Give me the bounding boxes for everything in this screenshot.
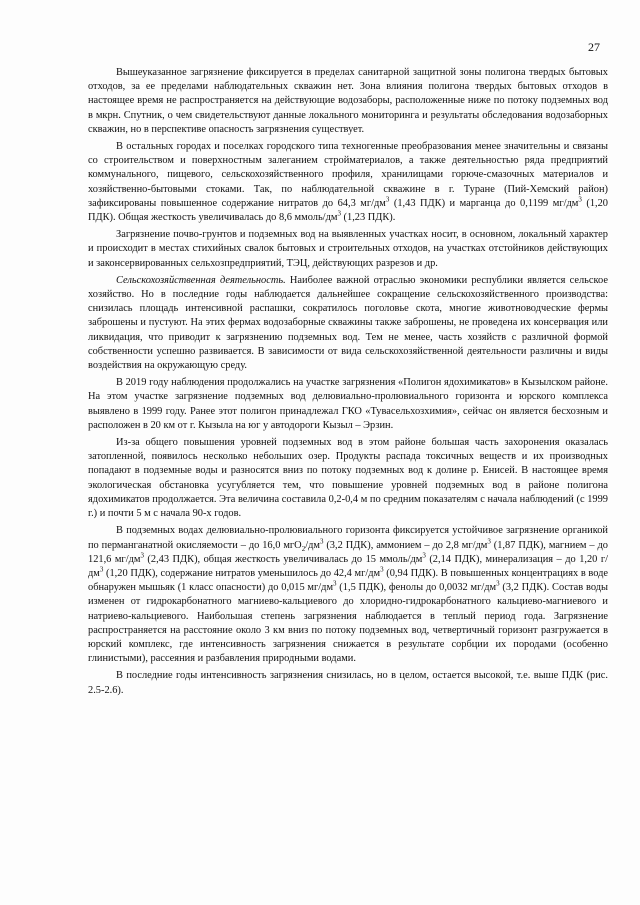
paragraph-heading-italic: Сельскохозяйственная деятельность. bbox=[116, 274, 286, 286]
superscript: 3 bbox=[380, 565, 384, 574]
text-run: (2,14 ПДК), минерализация – до 1,20 г/дм bbox=[88, 553, 608, 579]
text-run: (1,20 ПДК). Общая жесткость увеличивалась до 8,6 ммоль/дм bbox=[88, 197, 608, 224]
body-text bbox=[88, 66, 608, 701]
text-run: Из-за общего повышения уровней подземных вод в этом районе большая часть захоронения оказалась затопленной, появилось несколько небольших озер. Продукты распада токсичных веществ и их производных попадают в подземные воды и разносятся вниз по потоку подземных вод к долине р. Енисей. В настоящее время экологическая обстановка усугубляется тем, что повышение уровней подземных вод в районе полигона ядохимикатов продолжается. Эта величина составила 0,2-0,4 м по средним показателям с начала наблюдений (с 1999 г.) и почти 5 м с начала 90-х годов. bbox=[88, 437, 608, 520]
text-run: В 2019 году наблюдения продолжались на участке загрязнения «Полигон ядохимикатов» в Кызылском районе. На этом участке загрязнение подземных вод делювиально-пролювиального горизонта и юрского комплекса выявлено в 1999 году. Ранее этот полигон принадлежал ГКО «Тувасельхозхимия», сейчас он является бесхозным и расположен в 20 км от г. Кызыла на юг у автодороги Кызыл – Эрзин. bbox=[88, 377, 608, 431]
superscript: 3 bbox=[99, 565, 104, 574]
paragraph-8 bbox=[88, 669, 608, 697]
paragraph-1 bbox=[88, 66, 608, 137]
page-number: 27 bbox=[588, 40, 600, 54]
text-run: (0,94 ПДК). В повышенных концентрациях в воде обнаружен мышьяк (1 класс опасности) до 0,015 мг/дм bbox=[88, 567, 609, 594]
paragraph-6 bbox=[88, 436, 608, 521]
superscript: 3 bbox=[319, 537, 324, 546]
text-run: (1,5 ПДК), фенолы до 0,0032 мг/дм bbox=[336, 582, 497, 594]
text-run: Загрязнение почво-грунтов и подземных вод на выявленных участках носит, в основном, локальный характер и происходит в местах стихийных свалок бытовых и строительных отходов, на участках отстойников действующих и законсервированных сельхозпредприятий, ТЭЦ, действующих разрезов и др. bbox=[88, 229, 608, 269]
text-run: (1,23 ПДК). bbox=[340, 212, 396, 224]
text-run: (2,43 ПДК), общая жесткость увеличивалась до 15 ммоль/дм bbox=[143, 553, 423, 565]
paragraph-4 bbox=[88, 274, 608, 373]
text-run: В подземных водах делювиально-пролювиального горизонта фиксируется устойчивое загрязнение органикой по перманганатной окисляемости – до 16,0 мгО bbox=[88, 525, 608, 551]
text-run: (1,87 ПДК), магнием – до 121,6 мг/дм bbox=[88, 539, 608, 565]
superscript: 3 bbox=[385, 195, 390, 204]
superscript: 3 bbox=[487, 537, 491, 546]
superscript: 3 bbox=[333, 579, 337, 588]
text-run: В последние годы интенсивность загрязнения снизилась, но в целом, остается высокой, т.е. выше ПДК (рис. 2.5-2.6). bbox=[88, 670, 608, 696]
subscript: 2 bbox=[301, 544, 306, 553]
superscript: 3 bbox=[422, 551, 426, 560]
paragraph-3 bbox=[88, 228, 608, 271]
text-run: (1,20 ПДК), содержание нитратов уменьшилось до 42,4 мг/дм bbox=[103, 567, 381, 579]
text-run: Вышеуказанное загрязнение фиксируется в пределах санитарной защитной зоны полигона твердых бытовых отходов, за ее пределами наблюдательных скважин нет. Зона влияния полигона твердых бытовых отходов в настоящее время не распространяется на действующие водозаборы, расположенные ниже по потоку подземных вод в мкрн. Спутник, о чем свидетельствуют данные локального мониторинга и результаты обследования водозаборных скважин, но в перспективе опасность загрязнения существует. bbox=[88, 67, 608, 135]
text-run: (3,2 ПДК), аммонием – до 2,8 мг/дм bbox=[323, 539, 488, 551]
superscript: 3 bbox=[496, 579, 500, 588]
superscript: 3 bbox=[578, 195, 582, 204]
paragraph-2 bbox=[88, 140, 608, 225]
text-run: Наиболее важной отраслью экономики республики является сельское хозяйство. Но в последние годы наблюдается дальнейшее сокращение сельскохозяйственного производства: снизилась площадь интенсивной распашки, сократилось поголовье скота, многие животноводческие фермы заброшены и пустуют. На этих фермах водозаборные скважины также заброшены, не проведена их консервация или ликвидация, что приводит к загрязнению подземных вод. Тем не менее, часть хозяйств с различной формой собственности успешно развивается. В зависимости от вида сельскохозяйственной деятельности различны и виды воздействия на окружающую среду. bbox=[88, 274, 608, 372]
text-run: /дм bbox=[305, 539, 320, 551]
superscript: 3 bbox=[337, 209, 341, 218]
text-run: (3,2 ПДК). Состав воды изменен от гидрокарбонатного магниево-кальциевого до хлоридно-гидрокарбонатного кальциево-магниевого и натриево-кальциевого. Наибольшая степень загрязнения наблюдается в теплый период года. Загрязнение распространяется на расстояние около 3 км вниз по потоку подземных вод, четвертичный горизонт разгружается в юрский комплекс, где интенсивность загрязнения снижается в результате сорбции их породами (особенно глинистыми), рассеяния и разбавления природными водами. bbox=[88, 582, 608, 665]
paragraph-7 bbox=[88, 524, 608, 666]
paragraph-5 bbox=[88, 376, 608, 433]
text-run: (1,43 ПДК) и марганца до 0,1199 мг/дм bbox=[389, 197, 579, 209]
superscript: 3 bbox=[140, 551, 144, 560]
text-run: В остальных городах и поселках городского типа техногенные преобразования менее значительны и связаны со строительством и поверхностным залеганием стройматериалов, а также деятельностью ряда предприятий коммунального, пищевого, сельскохозяйственного профиля, хранилищами горюче-смазочных материалов и хозяйственно-бытовыми стоками. Так, по наблюдательной скважине в г. Туране (Пий-Хемский район) зафиксированы повышенное содержание нитратов до 64,3 мг/дм bbox=[88, 141, 608, 209]
